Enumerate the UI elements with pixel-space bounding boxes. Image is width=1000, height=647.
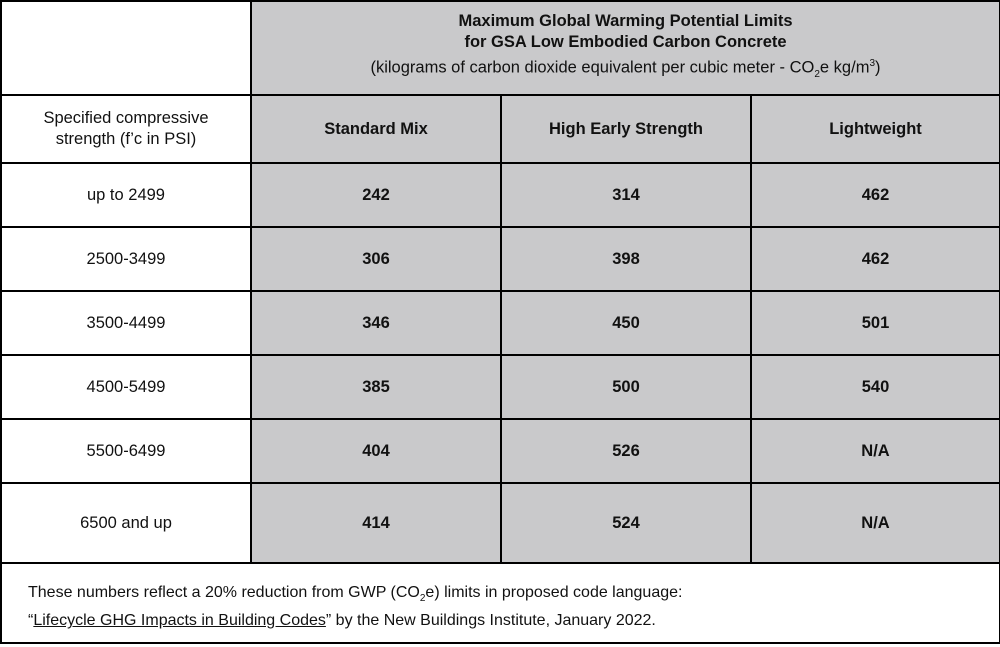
- table-cell: 242: [251, 163, 501, 227]
- subtitle-text-mid: e kg/m: [819, 58, 870, 77]
- table-cell: 314: [501, 163, 751, 227]
- table-cell: 404: [251, 419, 501, 483]
- table-cell: N/A: [751, 419, 1000, 483]
- table-cell: 462: [751, 227, 1000, 291]
- table-cell: 526: [501, 419, 751, 483]
- row-header-line1: Specified compressive: [43, 109, 209, 127]
- table-row: [1, 227, 1000, 291]
- table-row: [1, 419, 1000, 483]
- table-title-cell: [251, 1, 1000, 95]
- footnote-quote-open: “: [28, 612, 34, 630]
- table-cell: 500: [501, 355, 751, 419]
- row-label: 3500-4499: [1, 291, 251, 355]
- row-label: 6500 and up: [1, 483, 251, 563]
- table-cell: 398: [501, 227, 751, 291]
- footnote: [1, 563, 1000, 643]
- table-row: [1, 355, 1000, 419]
- table-subtitle: [252, 53, 999, 85]
- row-header-line2: strength (f’c in PSI): [55, 130, 197, 148]
- table-cell: 306: [251, 227, 501, 291]
- table-cell: N/A: [751, 483, 1000, 563]
- source-link[interactable]: Lifecycle GHG Impacts in Building Codes: [33, 612, 326, 630]
- column-header-row: [1, 95, 1000, 163]
- empty-corner-cell: [1, 1, 251, 95]
- table-cell: 385: [251, 355, 501, 419]
- footnote-text: These numbers reflect a 20% reduction from GWP (CO: [28, 584, 420, 601]
- subtitle-text-end: ): [875, 58, 881, 77]
- footnote-text-end: e) limits in proposed code language:: [425, 584, 683, 601]
- table-title-line2: for GSA Low Embodied Carbon Concrete: [464, 33, 787, 52]
- subtitle-text: (kilograms of carbon dioxide equivalent per cubic meter - CO: [370, 58, 815, 77]
- column-header-high-early-strength: High Early Strength: [501, 95, 751, 163]
- row-label: 4500-5499: [1, 355, 251, 419]
- footnote-line2: [28, 612, 656, 629]
- table-cell: 501: [751, 291, 1000, 355]
- table-cell: 450: [501, 291, 751, 355]
- table-cell: 414: [251, 483, 501, 563]
- table-cell: 540: [751, 355, 1000, 419]
- row-label: 2500-3499: [1, 227, 251, 291]
- table-row: [1, 291, 1000, 355]
- table-title-line1: Maximum Global Warming Potential Limits: [458, 12, 793, 31]
- column-header-standard-mix: Standard Mix: [251, 95, 501, 163]
- subtitle-superscript: 3: [869, 58, 876, 70]
- subtitle-subscript: 2: [814, 68, 820, 80]
- table-cell: 524: [501, 483, 751, 563]
- footnote-line1: [28, 584, 683, 605]
- footnote-subscript: 2: [419, 593, 426, 605]
- table-row: [1, 483, 1000, 563]
- table-cell: 346: [251, 291, 501, 355]
- table-row: [1, 163, 1000, 227]
- column-header-lightweight: Lightweight: [751, 95, 1000, 163]
- row-label: 5500-6499: [1, 419, 251, 483]
- row-header-cell: [1, 95, 251, 163]
- footnote-source-text: ” by the New Buildings Institute, January 2022.: [325, 612, 656, 630]
- row-label: up to 2499: [1, 163, 251, 227]
- table-cell: 462: [751, 163, 1000, 227]
